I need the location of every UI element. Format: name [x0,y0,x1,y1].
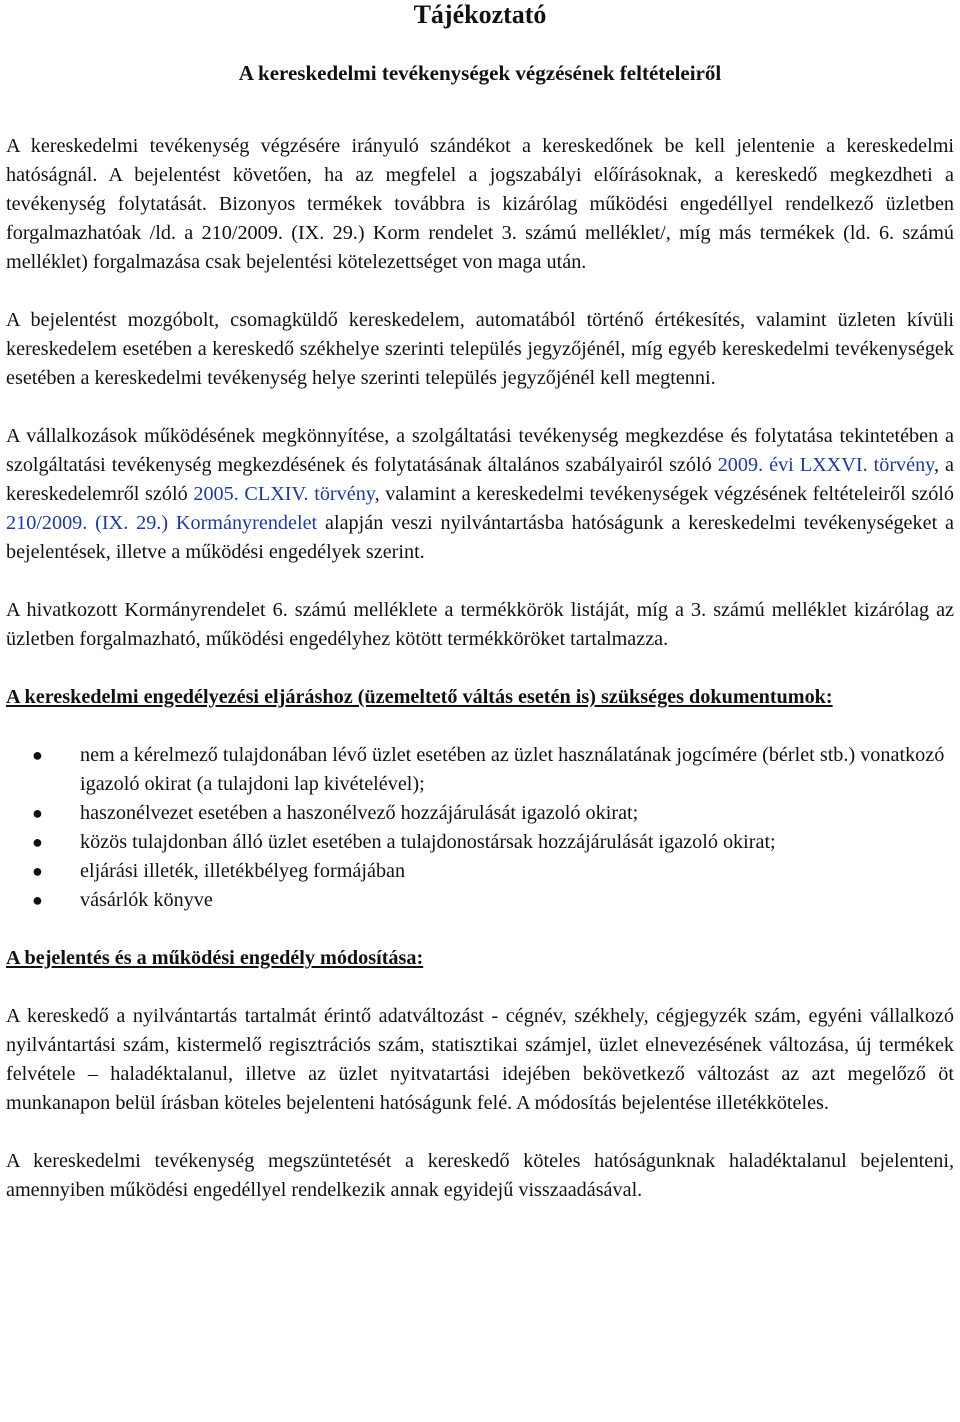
legal-basis-text-4: alapján veszi nyilvántartásba hatóságunk a kereskedelmi tevékenységeket a bejelentések, illetve a működési engedélyek szerint. [6,512,954,563]
list-item [6,741,954,799]
legal-basis-text-2: , a kereskedelemről szóló [6,454,954,505]
legal-basis-paragraph [6,422,954,567]
list-item-text: haszonélvezet esetében a haszonélvező hozzájárulását igazoló okirat; [80,802,639,824]
legal-basis-text-3: , valamint a kereskedelmi tevékenységek végzésének feltételeiről szóló [374,483,954,505]
bullet-icon: ● [32,861,43,881]
list-item-text: közös tulajdonban álló üzlet esetében a tulajdonostársak hozzájárulását igazoló okirat; [80,831,776,853]
gov-decree-link[interactable]: 210/2009. (IX. 29.) Kormányrendelet [6,512,318,534]
list-item [6,799,954,828]
intro-paragraph: A kereskedelmi tevékenység végzésére irányuló szándékot a kereskedőnek be kell jelentenie a kereskedelmi hatóságnál. A bejelentést követően, ha az megfelel a jogszabályi előírásoknak, a kereskedő megkezdheti a tevékenység folytatását. Bizonyos termékek továbbra is kizárólag működési engedéllyel rendelkező üzletben forgalmazhatóak /ld. a 210/2009. (IX. 29.) Korm rendelet 3. számú melléklet/, míg más termékek (ld. 6. számú melléklet) forgalmazása csak bejelentési kötelezettséget von maga után. [6,135,954,273]
list-item-text: eljárási illeték, illetékbélyeg formájában [80,860,406,882]
annex-paragraph: A hivatkozott Kormányrendelet 6. számú melléklete a termékkörök listáját, míg a 3. számú melléklet kizárólag az üzletben forgalmazható, működési engedélyhez kötött termékköröket tartalmazza. [6,599,954,650]
required-documents-list [6,741,954,915]
filing-location-paragraph: A bejelentést mozgóbolt, csomagküldő kereskedelem, automatából történő értékesítés, valamint üzleten kívüli kereskedelem esetében a kereskedő székhelye szerinti település jegyzőjénél, míg egyéb kereskedelmi tevékenységek esetében a kereskedelmi tevékenység helye szerinti település jegyzőjénél kell megtenni. [6,309,954,389]
bullet-icon: ● [32,803,43,823]
legal-basis-text-1: A vállalkozások működésének megkönnyítése, a szolgáltatási tevékenység megkezdése és folytatása tekintetében a szolgáltatási tevékenység megkezdésének és folytatásának általános szabályairól szóló [6,425,954,476]
bullet-icon: ● [32,890,43,910]
termination-paragraph: A kereskedelmi tevékenység megszüntetését a kereskedő köteles hatóságunknak haladéktalanul bejelenteni, amennyiben működési engedéllyel rendelkezik annak egyidejű visszaadásával. [6,1150,954,1201]
modification-heading: A bejelentés és a működési engedély módosítása: [6,947,424,969]
bullet-icon: ● [32,832,43,852]
law-2005-link[interactable]: 2005. CLXIV. törvény [193,483,375,505]
list-item [6,857,954,886]
required-documents-heading: A kereskedelmi engedélyezési eljáráshoz (üzemeltető váltás esetén is) szükséges dokumentumok: [6,686,833,708]
list-item [6,886,954,915]
law-2009-link[interactable]: 2009. évi LXXVI. törvény [717,454,934,476]
bullet-icon: ● [32,745,43,765]
list-item-text: vásárlók könyve [80,889,213,911]
modification-paragraph: A kereskedő a nyilvántartás tartalmát érintő adatváltozást - cégnév, székhely, cégjegyzék szám, egyéni vállalkozó nyilvántartási szám, kistermelő regisztrációs szám, statisztikai számjel, üzlet elnevezésének változása, új termékek felvétele – haladéktalanul, illetve az üzlet nyitvatartási idejében bekövetkező változást az azt megelőző öt munkanapon belül írásban köteles bejelenteni hatóságunk felé. A módosítás bejelentése illetékköteles. [6,1005,954,1114]
list-item-text: nem a kérelmező tulajdonában lévő üzlet esetében az üzlet használatának jogcímére (bérlet stb.) vonatkozó igazoló okirat (a tulajdoni lap kivételével); [80,744,945,795]
page-subtitle: A kereskedelmi tevékenységek végzésének feltételeiről [238,61,722,85]
page-title: Tájékoztató [413,0,547,29]
list-item [6,828,954,857]
